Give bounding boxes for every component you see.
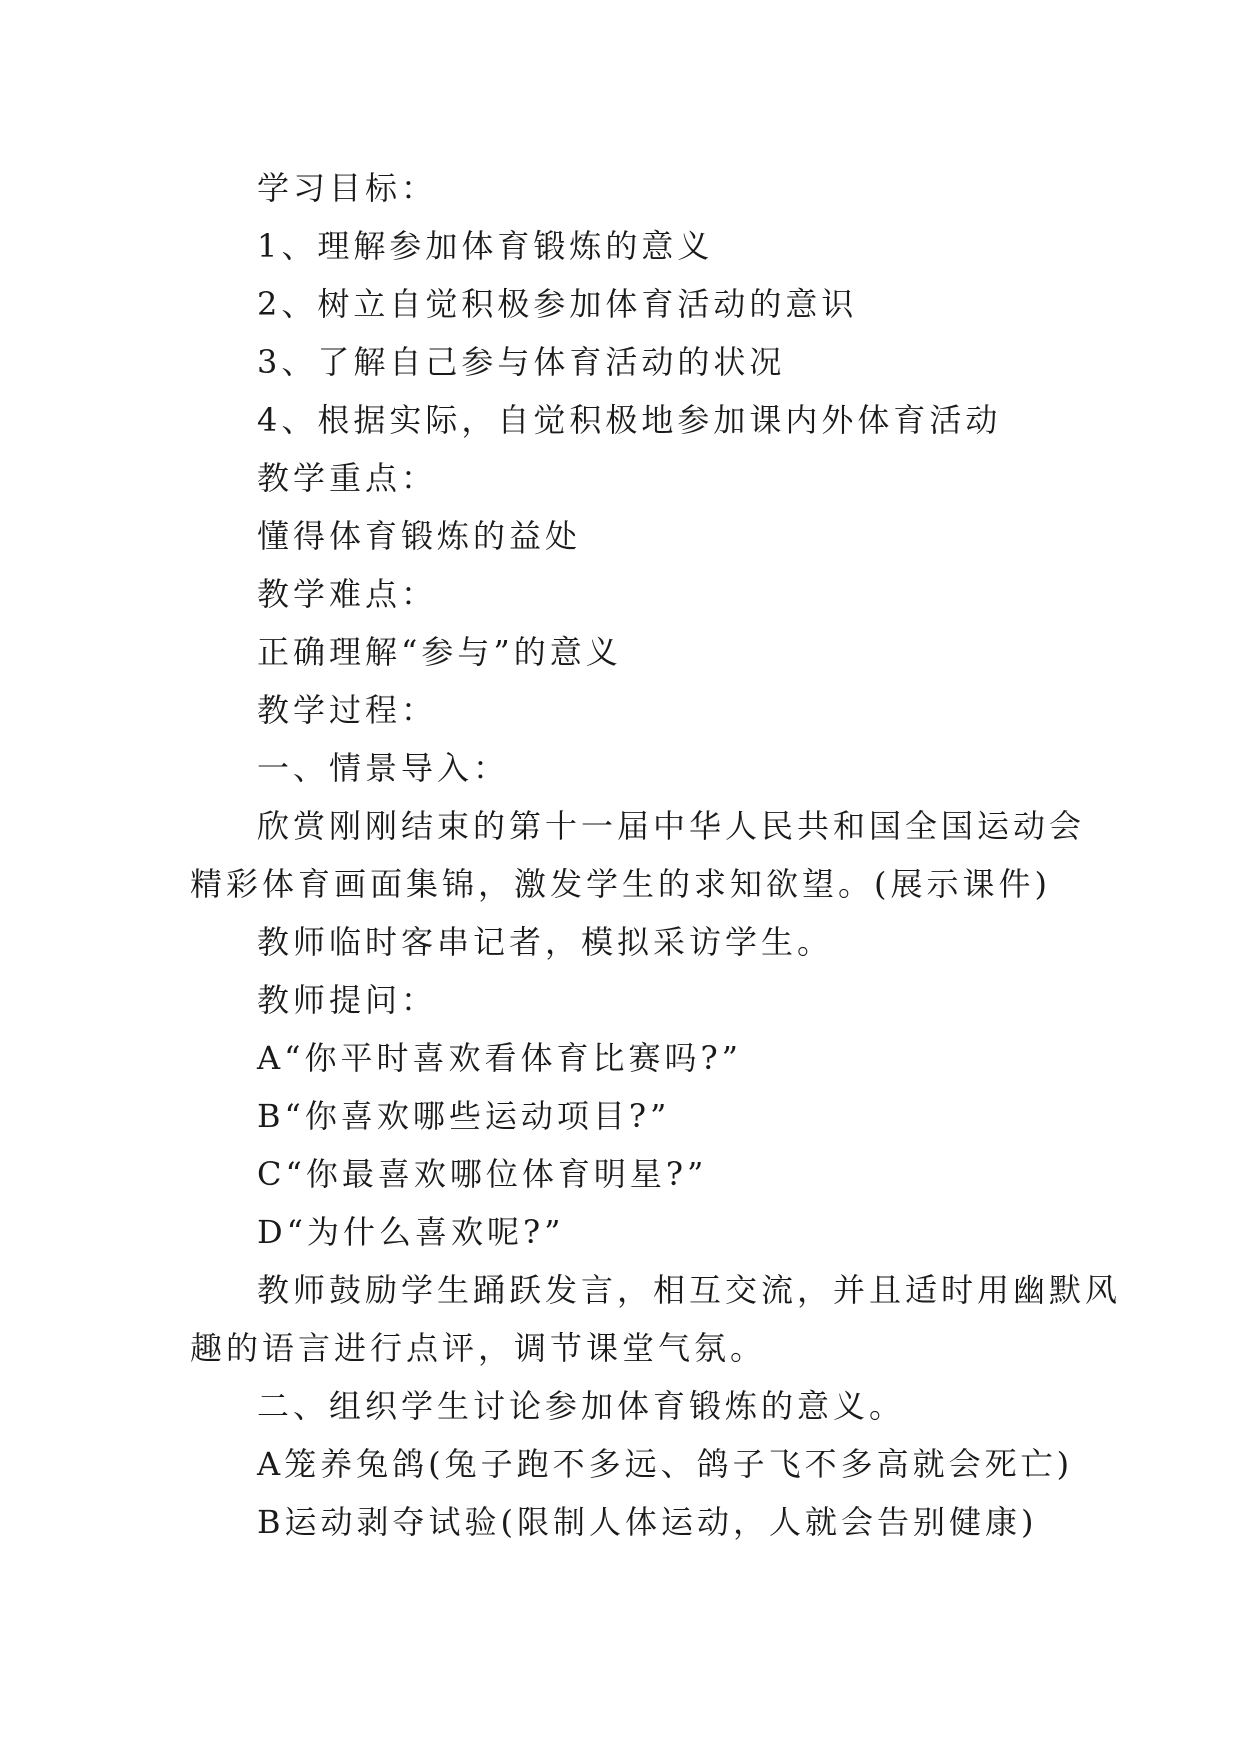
question-d: D“为什么喜欢呢?” (257, 1213, 565, 1251)
paragraph-line: 教师鼓励学生踊跃发言，相互交流，并且适时用幽默风 (257, 1271, 1122, 1309)
section-1-heading: 一、情景导入： (257, 749, 510, 787)
question-b: B“你喜欢哪些运动项目?” (257, 1097, 671, 1135)
heading-teaching-difficulty: 教学难点： (257, 575, 438, 613)
question-c: C“你最喜欢哪位体育明星?” (257, 1155, 708, 1193)
heading-teaching-process: 教学过程： (257, 691, 438, 729)
paragraph-line: 欣赏刚刚结束的第十一届中华人民共和国全国运动会 (257, 807, 1086, 845)
teaching-focus-text: 懂得体育锻炼的益处 (257, 517, 582, 555)
section-2-heading: 二、组织学生讨论参加体育锻炼的意义。 (257, 1387, 906, 1425)
paragraph-line: 教师临时客串记者，模拟采访学生。 (257, 923, 834, 961)
goal-item-1: 1、理解参加体育锻炼的意义 (257, 227, 714, 265)
heading-teacher-questions: 教师提问： (257, 981, 438, 1019)
heading-teaching-focus: 教学重点： (257, 459, 438, 497)
paragraph-line: 精彩体育画面集锦，激发学生的求知欲望。(展示课件) (190, 865, 1051, 903)
goal-item-2: 2、树立自觉积极参加体育活动的意识 (257, 285, 858, 323)
teaching-difficulty-text: 正确理解“参与”的意义 (257, 633, 622, 671)
discussion-item-a: A笼养兔鸽(兔子跑不多远、鸽子飞不多高就会死亡) (257, 1445, 1074, 1483)
question-a: A“你平时喜欢看体育比赛吗?” (257, 1039, 742, 1077)
paragraph-line: 趣的语言进行点评，调节课堂气氛。 (190, 1329, 767, 1367)
heading-learning-goals: 学习目标： (257, 169, 438, 207)
goal-item-3: 3、了解自己参与体育活动的状况 (257, 343, 786, 381)
discussion-item-b: B运动剥夺试验(限制人体运动，人就会告别健康) (257, 1503, 1038, 1541)
goal-item-4: 4、根据实际，自觉积极地参加课内外体育活动 (257, 401, 1002, 439)
